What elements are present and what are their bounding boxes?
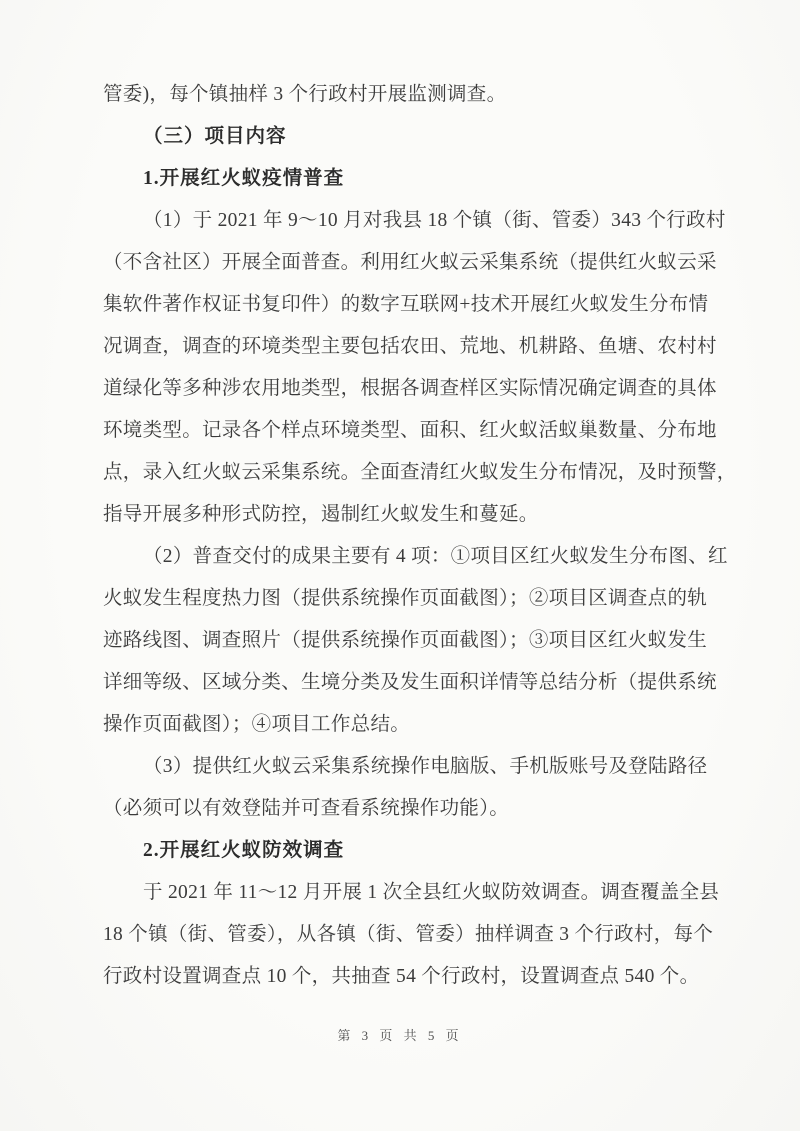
section-heading: 2.开展红火蚁防效调查 (143, 840, 345, 861)
paragraph-line: 18 个镇（街、管委），从各镇（街、管委）抽样调查 3 个行政村，每个 (103, 924, 714, 945)
paragraph-line: 行政村设置调查点 10 个，共抽查 54 个行政村，设置调查点 540 个。 (103, 966, 700, 987)
paragraph-line: （不含社区）开展全面普查。利用红火蚁云采集系统（提供红火蚁云采 (103, 252, 717, 273)
section-heading: （三）项目内容 (143, 126, 287, 147)
paragraph-line: （2）普查交付的成果主要有 4 项：①项目区红火蚁发生分布图、红 (143, 546, 728, 567)
paragraph-line: 迹路线图、调查照片（提供系统操作页面截图）；③项目区红火蚁发生 (103, 630, 708, 651)
paragraph-line: 操作页面截图）；④项目工作总结。 (103, 714, 411, 735)
document-body (103, 74, 737, 998)
paragraph-line: 于 2021 年 11～12 月开展 1 次全县红火蚁防效调查。调查覆盖全县 (143, 882, 720, 903)
paragraph-line: 指导开展多种形式防控，遏制红火蚁发生和蔓延。 (103, 504, 539, 525)
paragraph-line: 集软件著作权证书复印件）的数字互联网+技术开展红火蚁发生分布情 (103, 294, 709, 315)
paragraph-line: 详细等级、区域分类、生境分类及发生面积详情等总结分析（提供系统 (103, 672, 717, 693)
paragraph-line: （1）于 2021 年 9～10 月对我县 18 个镇（街、管委）343 个行政村 (143, 210, 726, 231)
paragraph-line: 道绿化等多种涉农用地类型，根据各调查样区实际情况确定调查的具体 (103, 378, 717, 399)
section-heading: 1.开展红火蚁疫情普查 (143, 168, 345, 189)
paragraph-line: 管委)，每个镇抽样 3 个行政村开展监测调查。 (103, 84, 507, 105)
paragraph-line: 火蚁发生程度热力图（提供系统操作页面截图）；②项目区调查点的轨 (103, 588, 708, 609)
paragraph-line: （3）提供红火蚁云采集系统操作电脑版、手机版账号及登陆路径 (143, 756, 708, 777)
paragraph-line: 点，录入红火蚁云采集系统。全面查清红火蚁发生分布情况，及时预警， (103, 462, 737, 483)
paragraph-line: 环境类型。记录各个样点环境类型、面积、红火蚁活蚁巢数量、分布地 (103, 420, 717, 441)
paragraph-line: 况调查，调查的环境类型主要包括农田、荒地、机耕路、鱼塘、农村村 (103, 336, 717, 357)
page-footer: 第 3 页 共 5 页 (337, 1028, 463, 1043)
paragraph-line: （必须可以有效登陆并可查看系统操作功能）。 (103, 798, 510, 819)
